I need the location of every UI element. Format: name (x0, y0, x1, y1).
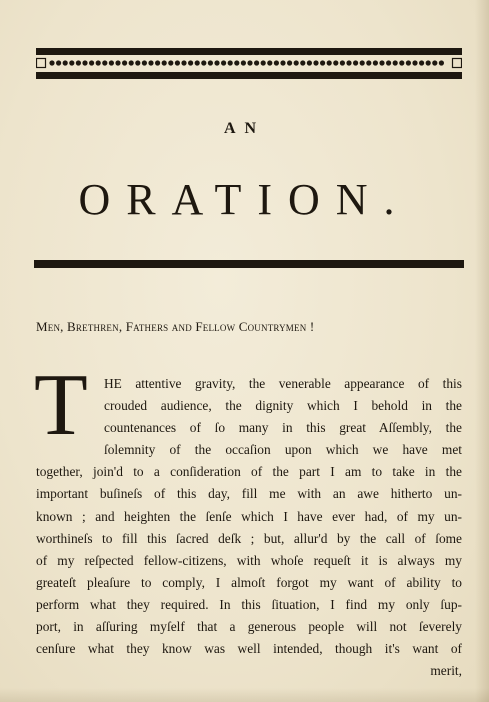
ornament-dot (287, 60, 292, 65)
ornament-dot (241, 60, 246, 65)
ornament-dot (439, 60, 444, 65)
text-line: countenances of ſo many in this great Aſſembly, the (104, 420, 462, 436)
top-rule-upper (36, 48, 462, 55)
ornament-dot (195, 60, 200, 65)
ornament-dot (406, 60, 411, 65)
ornament-dot (366, 60, 371, 65)
ornament-dot (208, 60, 213, 65)
ornament-dot (333, 60, 338, 65)
ornament-dot (393, 60, 398, 65)
ornament-dot (300, 60, 305, 65)
salutation: Men, Brethren, Fathers and Fellow Countrymen ! (36, 319, 315, 334)
ornament-dot (56, 60, 61, 65)
text-line: important buſineſs of this day, fill me with an awe hitherto un- (36, 486, 462, 502)
ornament-dot (379, 60, 384, 65)
text-line: ſolemnity of the occaſion upon which we have met (104, 442, 462, 458)
ornament-dot (346, 60, 351, 65)
ornament-dot (155, 60, 160, 65)
text-line: together, join'd to a conſideration of the part I am to take in the (36, 464, 462, 480)
ornament-dot (426, 60, 431, 65)
ornament-dot (63, 60, 68, 65)
ornament-dot (373, 60, 378, 65)
text-line: port, in aſſuring myſelf that a generous people will not ſeverely (36, 619, 462, 635)
title-rule (34, 260, 464, 268)
ornament-dot (115, 60, 120, 65)
ornamental-border (36, 55, 462, 71)
ornament-dot (419, 60, 424, 65)
ornament-dot (89, 60, 94, 65)
text-line: greateſt pleaſure to comply, I almoſt forgot my want of ability to (36, 574, 462, 590)
ornament-dot (181, 60, 186, 65)
heading-an: AN (223, 120, 266, 137)
ornament-dot (386, 60, 391, 65)
ornament-dot (69, 60, 74, 65)
ornament-dot (261, 60, 266, 65)
ornament-dot (360, 60, 365, 65)
ornament-dot (175, 60, 180, 65)
ornament-dot (142, 60, 147, 65)
text-line: of my reſpected fellow-citizens, with whoſe requeſt it is always my (36, 552, 462, 568)
ornament-dot (340, 60, 345, 65)
ornament-dot (294, 60, 299, 65)
ornament-dot (412, 60, 417, 65)
ornament-dot (267, 60, 272, 65)
text-line: known ; and heighten the ſenſe which I have ever had, of my un- (36, 508, 462, 524)
text-line: cenſure what they know was well intended, though it's want of (36, 641, 462, 657)
page-bottom-shadow (0, 688, 489, 702)
ornament-dot (327, 60, 332, 65)
ornament-dot (129, 60, 134, 65)
ornament-dot (228, 60, 233, 65)
top-rule-lower (36, 72, 462, 79)
ornament-dot (82, 60, 87, 65)
drop-cap: T (34, 357, 88, 454)
heading-oration: ORATION. (78, 175, 411, 224)
ornament-dot (214, 60, 219, 65)
ornament-dot (188, 60, 193, 65)
ornament-dot (254, 60, 259, 65)
ornament-dot (49, 60, 54, 65)
ornament-dot (221, 60, 226, 65)
ornament-dot (201, 60, 206, 65)
ornament-dot (313, 60, 318, 65)
ornament-dot (109, 60, 114, 65)
text-line: HE attentive gravity, the venerable appearance of this (104, 376, 462, 391)
ornament-dot (76, 60, 81, 65)
ornament-dot (432, 60, 437, 65)
ornament-dot (307, 60, 312, 65)
ornament-dot (168, 60, 173, 65)
ornament-dot (135, 60, 140, 65)
ornament-dot (234, 60, 239, 65)
text-line: crouded audience, the dignity which I behold in the (104, 398, 462, 414)
text-line: perform what they required. In this ſituation, I find my only ſup- (36, 596, 462, 612)
ornament-dot (148, 60, 153, 65)
ornament-dot (247, 60, 252, 65)
ornament-dot (280, 60, 285, 65)
ornament-dot (320, 60, 325, 65)
catchword: merit, (430, 663, 462, 679)
page-edge-shadow (475, 0, 489, 702)
ornament-dot (353, 60, 358, 65)
ornament-dot (399, 60, 404, 65)
body-text (36, 373, 462, 682)
ornament-dot (274, 60, 279, 65)
ornament-dot (102, 60, 107, 65)
ornament-dot (96, 60, 101, 65)
ornament-dot (162, 60, 167, 65)
ornament-dot (122, 60, 127, 65)
text-line: worthineſs to fill this ſacred deſk ; but, allur'd by the call of ſome (36, 530, 462, 546)
